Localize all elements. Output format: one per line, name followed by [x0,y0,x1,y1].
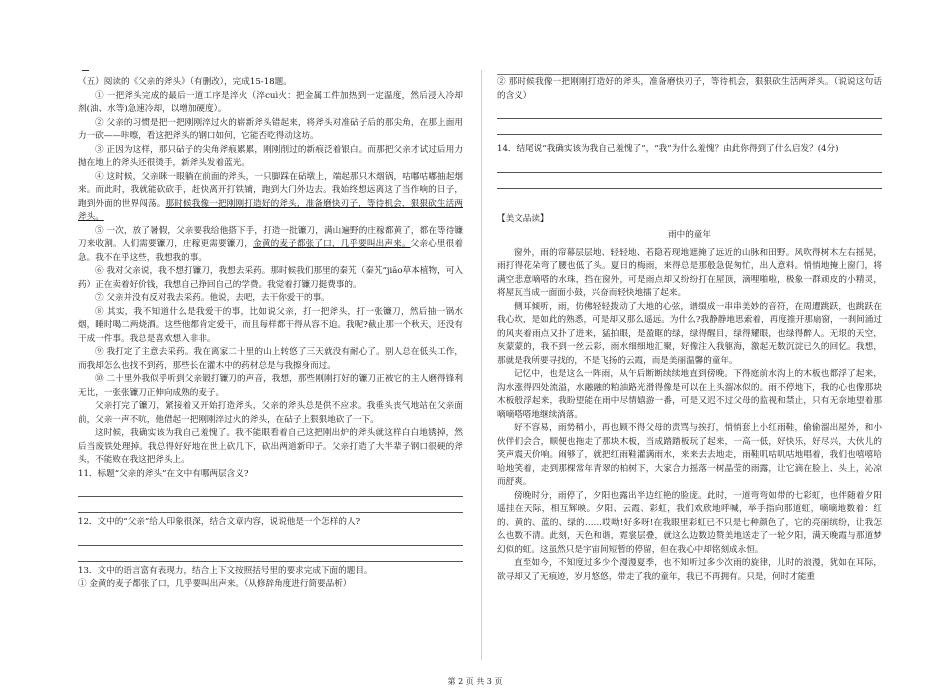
answer-line[interactable] [78,497,463,513]
answer-line[interactable] [497,103,882,119]
paragraph-5-text: ⑤ 一次，放了暑假，父亲要我给他搭下手，打造一批镰刀，满山遍野的庄稼都黄了，都在等待镰刀来收割。人们需要镰刀，庄稼更需要镰刀， [78,225,463,249]
paragraph-12: 这时候，我确实该为我自己羞愧了。我不能眼看着自己这把刚出炉的斧头就这样白白地锈掉，然后当废铁处理掉。我总得好好地在世上砍几下，砍出两道新印子。父亲打造了大半辈子钢口很硬的斧头，不能败在我这把斧头上。 [78,428,463,465]
essay-paragraph-2: 侧耳倾听，雨，仿佛轻轻拨动了大地的心弦，谱缀成一串串美妙的音符，在周遭跳跃，也跳跃在我心坎，是如此的熟悉，可是却又那么遥远。为什么?我静静地思索着，再度推开那扇窗，一刹间涌过的风夹着雨点又扑了进来，猛拍眼，是盈眶的绿，绿得醒目，绿得耀眼，也绿得醉人。无垠的天空，灰蒙蒙的，我不到一丝云彩，雨水细细地汇聚，好像注入我躯海，激起无数沉淀已久的回忆。我想，那就是我所要寻找的，不是飞扬的云霞，而是美丽温馨的童年。 [497,301,882,366]
paragraph-5-tail: 父亲心里很着急。我不在乎这些，我想我的事。 [78,239,463,263]
right-column [497,76,882,584]
paragraph-4-text: ④ 这时候，父亲眯一眼躺在前面的斧头，一只脚踩在砧墩上，端起那只木烟锅，咕嘟咕嘟抽起烟来。而此时，我就能砍砍手，赶快离开打铁铺，跑到大门外边去。我始终想远离这了当作响的日子，跑到外面的世界闯荡。 [78,171,463,209]
paragraph-9: ⑨ 我打定了主意去采药。我在离家二十里的山上转悠了三天就没有耐心了。别人总在低头工作，而我却怎么也找不到药，那些长在灌木中的药材总是与我擦身而过。 [78,347,463,371]
paragraph-5 [78,225,463,266]
top-answer-line [497,74,874,75]
paragraph-1: ① 一把斧头完成的最后一道工序是淬火（淬cuì火：把金属工件加热到一定温度，然后浸入冷却剂(油、水等)急速冷却，以增加硬度）。 [78,90,463,114]
question-14: 14．结尾说“我确实该为我自己羞愧了”，“我”为什么羞愧？由此你得到了什么启发？(4分) [497,144,839,154]
essay-paragraph-6: 直至如今，不知度过多少个漫漫夏季，也不知听过多少次雨的旋律，儿时的浪漫，犹如在耳际，欲寻却又了无痕迹，岁月悠悠，带走了我的童年，我已不再拥有。只是，何时才能重 [497,558,882,582]
question-13: 13．文中的语言富有表现力，结合上下文按照括号里的要求完成下面的题目。 [78,565,373,576]
essay-paragraph-3: 记忆中，也是这么一阵雨，从午后断断续续地直到傍晚。下得庭前水沟上的木板也都浮了起来，沟水涨得四处流溢，水融融的粕油路光滑得像是可以在上头溜冰似的。雨不停地下，我的心也像那块木板般浮起来，我盼望能在雨中尽情嬉游一番，可是又迟不过父母的监视和禁止，只有无奈地望着那嘀嘀嗒嗒地继续淌落。 [497,369,882,420]
answer-line[interactable] [497,119,882,135]
section-heading: 【美文品读】 [497,213,549,224]
paragraph-4-underlined: 那时候我像一把刚刚打造好的斧头，准备磨快刃子，等待机会，狠狠砍生活两斧头。 [78,198,463,222]
essay-paragraph-1: 窗外，雨的帘幕层层地、轻轻地、若隐若现地遮掩了远近的山脉和田野。风吹得树木左右摇晃，雨打得花朵弯了腰也低了头。夏日的梅雨，来得总是那般急促匆忙，出人意料。悄悄地掩上窗门，将满空悲意嘀嗒的水珠，挡在窗外，可是雨点却又纷纷打在屋顶，滴哩啪啦，极象一群顽皮的小精灵，将屋瓦当成一面面小鼓，兴奋而轻快地擂了起来。 [497,247,882,298]
question-11: 11．标题“父亲的斧头”在文中有哪两层含义? [78,468,249,479]
paragraph-11: 父亲打完了镰刀，紧接着又开始打造斧头，父亲的斧头总是供不应求。我垂头丧气地站在父亲面前，父亲一声不吭，他借起一把刚刚淬过火的斧头，在砧子上狠狠地砍了一下。 [78,401,463,425]
paragraph-7: ⑦ 父亲并没有反对我去采药。他说，去吧，去干你爱干的事。 [95,293,330,303]
reading-intro: （五）阅读的《父亲的斧头》（有删改），完成15-18题。 [78,77,292,87]
answer-line[interactable] [497,173,882,189]
paragraph-3: ③ 正因为这样，那只砧子的尖角斧痕累累，刚刚削过的新痕泛着银白。而那把父亲才试过后用力抛在地上的斧头还很烫手，新斧头发着蓝光。 [78,144,463,168]
left-column [78,76,463,592]
page-mark [82,70,89,71]
answer-line[interactable] [78,481,463,497]
paragraph-2: ② 父亲的习惯是把一把刚刚淬过火的崭新斧头错起来，将斧头对准砧子后的那尖角，在那上面用力一砍——咔嚓，看这把斧头的钢口如何，它能否吃得动这坊。 [78,117,463,141]
essay-paragraph-4: 好不容易，雨势稍小，再也顾不得父母的责骂与挨打，悄悄套上小红雨鞋，偷偷溜出屋外，和小伙伴们会合，顺便也拖走了那块木板，当成踏踏板玩了起来，一高一低，好快乐，好尽兴，大伙儿的笑声震天价响。闹够了，就把红雨鞋灌满雨水，来来去去地走，雨鞋叽咕叽咕地唱着，我们也嘻嘻哈哈地笑着，走到那棵常年青翠的柏树下，大家合力摇落一树晶莹的雨露，让它滴在脸上、头上，沁凉而舒爽。 [497,423,882,487]
paragraph-4 [78,171,463,225]
paragraph-10: ⑩ 二十里外我似乎听到父亲锻打镰刀的声音，我想，那些刚刚打好的镰刀正被它的主人磨得锋利无比，一张张镰刀正伸向成熟的麦子。 [78,374,463,398]
paragraph-5-underlined: 金黄的麦子都张了口，几乎要叫出声来。 [253,239,411,249]
essay-paragraph-5: 傍晚时分，雨停了，夕阳也露出半边红艳的脸庞。此时，一道弯弯如带的七彩虹，也伴随着夕阳遥挂在天际，相互辉映。夕阳、云霞、彩虹，我们欢欣地呼喊，举手指向那道虹，嘀嘀地数着：红的、黄的、蓝的、绿的……哎呦!好多呀!在我眼里彩虹已不只是七种颜色了，它的亮丽缤纷，让我怎么也数不清。此刻，天色和谐，霓裳层叠，就这么边数边赞美地送走了一轮夕阳，满天晚霞与那道梦幻似的虹。这虽然只是宇宙间短暂的停留，但在我心中却铭刻成永恒。 [497,490,882,555]
question-12: 12．文中的“父亲”给人印象很深，结合文章内容，说说他是一个怎样的人? [78,517,361,527]
essay-title: 雨中的童年 [668,230,711,240]
question-13-part-2: ② 那时候我像一把刚刚打造好的斧头，准备磨快刃子，等待机会，狠狠砍生活两斧头。（说说这句话的含义） [497,77,882,101]
answer-line[interactable] [78,530,463,546]
answer-line[interactable] [497,157,882,173]
page-footer: 第 2 页 共 3 页 [447,677,503,686]
paragraph-6: ⑥ 我对父亲说，我不想打镰刀，我想去采药。那时候我们那里的秦艽（秦艽“jiāo草本植物，可入药）正在卖着好价钱，我想自己挣回自己的学费。我觉着打镰刀挺费事的。 [78,266,463,290]
column-divider [481,70,482,660]
answer-line[interactable] [78,546,463,562]
question-13-part-1: ① 金黄的麦子都张了口，几乎要叫出声来。（从修辞角度进行简要品析） [78,579,352,589]
paragraph-8: ⑧ 其实，我不知道什么是我爱干的事，比如说父亲，打一把斧头，打一张镰刀，然后抽一锅水烟，睡时喝二两烧酒。这些他都肯定爱干，而且每样都干得从容不迫。我呢?截止那一个秋天，还没有干成一件事。我总是喜欢想入非非。 [78,306,463,344]
